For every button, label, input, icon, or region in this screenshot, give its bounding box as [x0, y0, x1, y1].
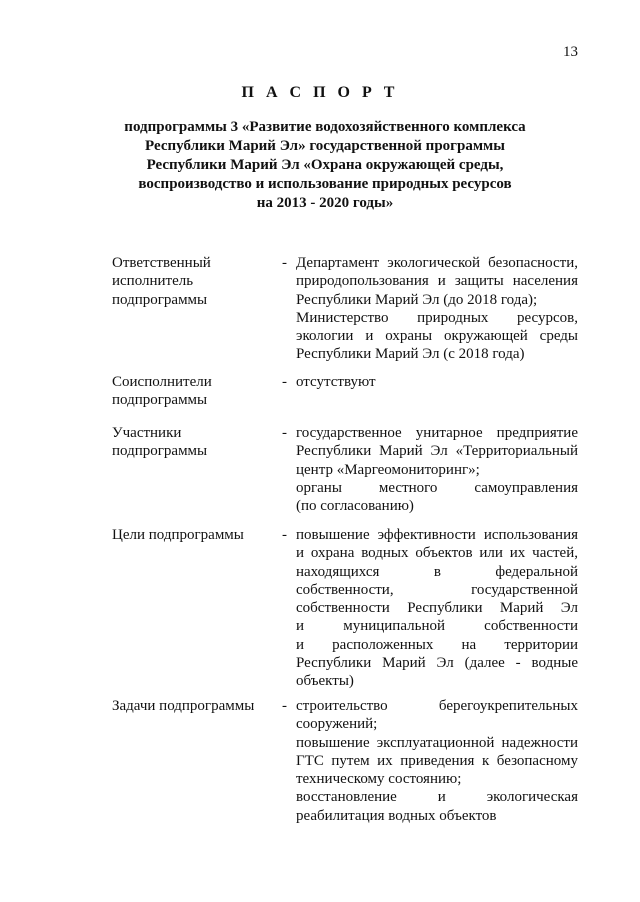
value-line: природопользования и защиты населения — [296, 273, 578, 290]
value-line: Республики Марий Эл (до 2018 года); — [296, 291, 538, 308]
value-line: Министерство природных ресурсов, — [296, 309, 578, 326]
value-line: объекты) — [296, 673, 354, 690]
row-dash: - — [282, 698, 287, 714]
value-line: органы местного самоуправления — [296, 479, 578, 496]
document-subtitle — [100, 118, 550, 213]
page-number: 13 — [563, 44, 578, 60]
row-value — [296, 424, 578, 515]
label-line: Ответственный — [112, 255, 211, 271]
row-dash: - — [282, 374, 287, 390]
row-value — [296, 697, 578, 825]
value-line: повышение эффективности использования — [296, 527, 578, 543]
value-line: находящихся в федеральной — [296, 563, 578, 580]
row-value — [296, 254, 578, 364]
document-title: П А С П О Р Т — [241, 84, 399, 101]
label-line: Соисполнители — [112, 374, 212, 390]
row-dash: - — [282, 527, 287, 543]
value-line: центр «Маргеомониторинг»; — [296, 461, 480, 478]
value-line: экологии и охраны окружающей среды — [296, 328, 578, 345]
value-line: повышение эксплуатационной надежности — [296, 734, 578, 751]
row-dash: - — [282, 425, 287, 441]
value-line: сооружений; — [296, 716, 378, 733]
value-line: и расположенных на территории — [296, 636, 578, 653]
value-line: восстановление и экологическая — [296, 789, 578, 806]
row-label — [112, 373, 277, 410]
label-line: подпрограммы — [112, 291, 208, 308]
value-line: реабилитация водных объектов — [296, 807, 497, 824]
label-line: подпрограммы — [112, 443, 208, 460]
subtitle-line: подпрограммы 3 «Развитие водохозяйственного комплекса — [124, 119, 526, 135]
value-line: собственности Республики Марий Эл — [296, 600, 578, 617]
value-line: Республики Марий Эл (с 2018 года) — [296, 346, 525, 363]
value-line: ГТС путем их приведения к безопасному — [296, 752, 578, 769]
label-line: Цели подпрограммы — [112, 527, 244, 543]
row-dash: - — [282, 255, 287, 271]
value-line: техническому состоянию; — [296, 771, 462, 788]
label-line: Участники — [112, 425, 182, 441]
value-line: государственное унитарное предприятие — [296, 425, 578, 441]
row-label — [112, 526, 277, 544]
value-line: строительство берегоукрепительных — [296, 698, 578, 714]
subtitle-line: воспроизводство и использование природных ресурсов — [138, 176, 512, 192]
label-line: исполнитель — [112, 273, 194, 290]
subtitle-line: на 2013 - 2020 годы» — [256, 195, 394, 211]
value-line: и муниципальной собственности — [296, 618, 578, 635]
row-label — [112, 254, 277, 309]
value-line: Республики Марий Эл (далее - водные — [296, 655, 578, 672]
row-value — [296, 373, 578, 391]
row-label — [112, 424, 277, 461]
value-line: Республики Марий Эл «Территориальный — [296, 443, 578, 460]
row-label — [112, 697, 277, 715]
value-line: Департамент экологической безопасности, — [296, 255, 578, 271]
value-line: отсутствуют — [296, 374, 376, 390]
subtitle-line: Республики Марий Эл» государственной программы — [145, 138, 505, 154]
row-value — [296, 526, 578, 691]
value-line: (по согласованию) — [296, 498, 414, 515]
label-line: Задачи подпрограммы — [112, 698, 255, 714]
label-line: подпрограммы — [112, 392, 208, 409]
value-line: собственности, государственной — [296, 581, 578, 598]
value-line: и охрана водных объектов или их частей, — [296, 545, 578, 562]
subtitle-line: Республики Марий Эл «Охрана окружающей среды, — [146, 157, 504, 173]
